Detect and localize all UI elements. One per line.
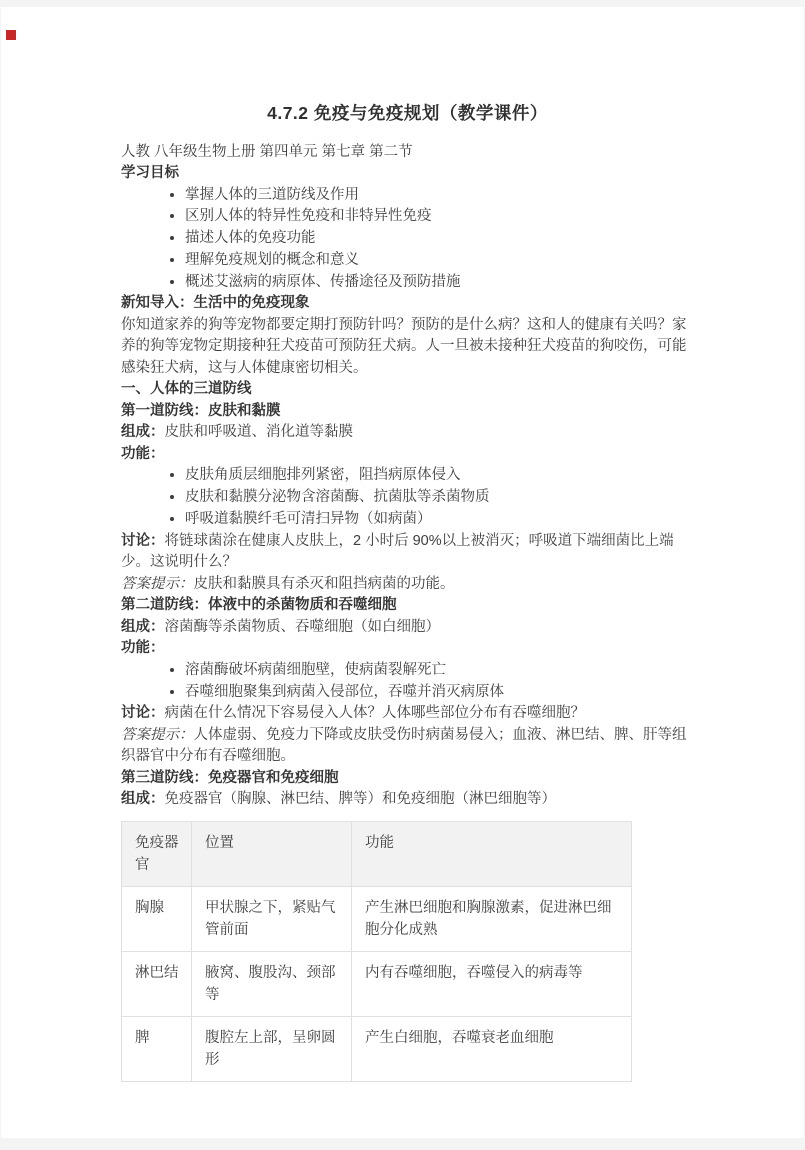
composition-label: 组成： [121, 791, 165, 808]
table-cell: 产生淋巴细胞和胸腺激素，促进淋巴细胞分化成熟 [352, 886, 632, 951]
discussion-label: 讨论： [121, 705, 165, 722]
table-row [122, 951, 632, 1016]
defense2-discussion-line [121, 703, 694, 725]
composition-label: 组成： [121, 618, 165, 635]
list-item: • 皮肤和黏膜分泌物含溶菌酶、抗菌肽等杀菌物质 [185, 487, 694, 509]
answer-label: 答案提示： [121, 726, 194, 743]
list-item: • 溶菌酶破坏病菌细胞壁，使病菌裂解死亡 [185, 660, 694, 682]
table-cell: 腋窝、腹股沟、颈部等 [192, 951, 352, 1016]
discussion-label: 讨论： [121, 532, 165, 549]
function-label: 功能： [121, 445, 165, 462]
answer-text: 皮肤和黏膜具有杀灭和阻挡病菌的功能。 [193, 575, 455, 592]
defense3-composition-line [121, 789, 694, 811]
objectives-heading: 学习目标 [121, 165, 179, 181]
table-row [122, 1016, 632, 1081]
list-item: • 皮肤角质层细胞排列紧密，阻挡病原体侵入 [185, 465, 694, 487]
table-row [122, 886, 632, 951]
list-item: • 吞噬细胞聚集到病菌入侵部位，吞噬并消灭病原体 [185, 682, 694, 704]
defense1-heading: 第一道防线：皮肤和黏膜 [121, 402, 281, 419]
defense2-heading: 第二道防线：体液中的杀菌物质和吞噬细胞 [121, 597, 397, 614]
defense2-function-line [121, 638, 694, 660]
column-header: 免疫器官 [122, 821, 192, 886]
defense1-function-list [121, 465, 694, 530]
list-item: • 掌握人体的三道防线及作用 [185, 185, 694, 207]
defense1-answer-line [121, 574, 694, 596]
table-cell: 胸腺 [122, 886, 192, 951]
defense1-discussion-line [121, 531, 694, 574]
function-label: 功能： [121, 640, 165, 657]
column-header: 功能 [352, 821, 632, 886]
discussion-text: 将链球菌涂在健康人皮肤上，2 小时后 90%以上被消灭；呼吸道下端细菌比上端少。这说明什么？ [121, 532, 674, 571]
table-header-row [122, 821, 632, 886]
objectives-list [121, 185, 694, 294]
defense3-heading: 第三道防线：免疫器官和免疫细胞 [121, 769, 339, 786]
composition-text: 溶菌酶等杀菌物质、吞噬细胞（如白细胞） [164, 618, 440, 635]
table-cell: 内有吞噬细胞，吞噬侵入的病毒等 [352, 951, 632, 1016]
answer-text: 人体虚弱、免疫力下降或皮肤受伤时病菌易侵入；血液、淋巴结、脾、肝等组织器官中分布有吞噬细胞。 [121, 726, 687, 765]
table-cell: 甲状腺之下，紧贴气管前面 [192, 886, 352, 951]
composition-text: 皮肤和呼吸道、消化道等黏膜 [164, 424, 353, 441]
defense1-function-line [121, 444, 694, 466]
list-item: • 呼吸道黏膜纤毛可清扫异物（如病菌） [185, 509, 694, 531]
table-cell: 脾 [122, 1016, 192, 1081]
intro-heading: 新知导入：生活中的免疫现象 [121, 295, 310, 312]
intro-paragraph: 你知道家养的狗等宠物都要定期打预防针吗？预防的是什么病？这和人的健康有关吗？家养的狗等宠物定期接种狂犬疫苗可预防狂犬病。人一旦被未接种狂犬疫苗的狗咬伤，可能感染狂犬病，这与人体健康密切相关。 [121, 316, 687, 376]
list-item: • 描述人体的免疫功能 [185, 228, 694, 250]
page-title: 4.7.2 免疫与免疫规划（教学课件） [267, 103, 548, 123]
document-content [1, 7, 804, 1082]
defense2-composition-line [121, 617, 694, 639]
section-heading: 一、人体的三道防线 [121, 381, 252, 398]
meta-line: 人教 八年级生物上册 第四单元 第七章 第二节 [121, 143, 413, 160]
discussion-text: 病菌在什么情况下容易侵入人体？人体哪些部位分布有吞噬细胞？ [164, 705, 585, 722]
table-cell: 产生白细胞，吞噬衰老血细胞 [352, 1016, 632, 1081]
defense2-function-list [121, 660, 694, 704]
table-cell: 淋巴结 [122, 951, 192, 1016]
table-cell: 腹腔左上部，呈卵圆形 [192, 1016, 352, 1081]
list-item: • 区别人体的特异性免疫和非特异性免疫 [185, 206, 694, 228]
list-item: • 理解免疫规划的概念和意义 [185, 250, 694, 272]
immune-organ-table [121, 821, 632, 1082]
composition-text: 免疫器官（胸腺、淋巴结、脾等）和免疫细胞（淋巴细胞等） [164, 791, 556, 808]
answer-label: 答案提示： [121, 575, 194, 592]
document-page [1, 7, 804, 1138]
missing-image-marker-icon [6, 30, 16, 40]
column-header: 位置 [192, 821, 352, 886]
composition-label: 组成： [121, 424, 165, 441]
defense2-answer-line [121, 725, 694, 768]
defense1-composition-line [121, 422, 694, 444]
list-item: • 概述艾滋病的病原体、传播途径及预防措施 [185, 272, 694, 294]
